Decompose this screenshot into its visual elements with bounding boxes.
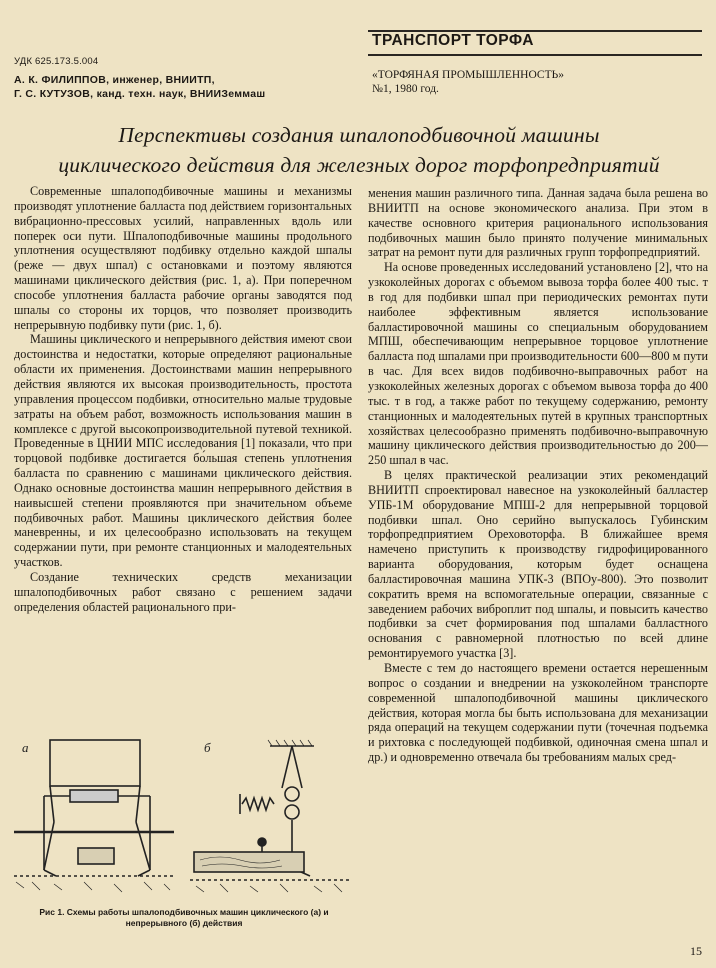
eccentric-2 [285,805,299,819]
article-title [14,120,704,180]
journal-name: «ТОРФЯНАЯ ПРОМЫШЛЕННОСТЬ» [372,69,564,81]
paragraph: На основе проведенных исследований установлено [2], что на узкоколейных дорогах с объемом вывоза торфа более 400 тыс. т в год для подбивки шпал при периодических ремонтах пути наиболее эффективным является использование балластировочной машины со специальным оборудованием МПШ, обеспечивающим непрерывное торцовое уплотнение балласта под шпалами при производительности 600—800 м пути в час. Для всех видов подбивочно-выправочных работ на узкоколейных железных дорогах с объемом вывоза торфа до 400 тыс. т в год, а также работ по текущему содержанию, ремонту станционных и малодеятельных путей в крупных транспортных хозяйствах целесообразно применять подбивочно-выправочную машину циклического действия производительностью до 200—250 шпал в час. [368,260,708,468]
paragraph: менения машин различного типа. Данная задача была решена во ВНИИТП на основе экономического анализа. При этом в качестве основного критерия рационального использования подбивочных машин было принято получение минимальных затрат на ремонт пути для различных групп торфопредприятий. [368,186,708,260]
section-title: ТРАНСПОРТ ТОРФА [372,32,534,49]
vibrator-cylinder [70,790,118,802]
text-column-right [368,186,708,765]
paragraph: Вместе с тем до настоящего времени остается нерешенным вопрос о создании и внедрении на узкоколейном транспорте современной шпалоподбивочной машины циклического действия, которая могла бы быть использована для механизации ряда операций на текущем содержании пути (точечная подъемка и рихтовка с последующей подбивкой, одиночная смена шпал и др.) и одновременно отвечала бы требованиям малых сред- [368,661,708,765]
figure-caption [14,907,354,929]
paragraph: В целях практической реализации этих рекомендаций ВНИИТП спроектировал навесное на узкоколейный балластер УПБ-1М оборудование МПШ-2 для непрерывной торцовой подбивки шпал. Оно серийно выпускалось Губинским торфопредприятием Ореховоторфа. В ближайшее время намечено приступить к производству гидрофицированного варианта оборудования, которым будет оснащена балластировочная машина УПК-3 (ВПОу-800). Это позволит сократить время на вспомогательные операции, связанные с заведением рабочих виброплит под шпалы, и повысить качество подбивки за счет формирования под шпалами балластного основания с равномерной плотностью по всей длине ремонтируемого участка [3]. [368,468,708,661]
title-line-1: Перспективы создания шпалоподбивочной машины [118,123,600,147]
frame-a [50,740,140,786]
paragraph: Современные шпалоподбивочные машины и механизмы производят уплотнение балласта под действием горизонтальных вибрационно-прессовых усилий, направленных вдоль или поперек оси пути. Шпалоподбивочные машины продольного уплотнения осуществляют подбивку отдельно каждой шпалы (реже — двух шпал) с остановками и поэтому являются машинами циклического действия (рис. 1, а). При поперечном способе уплотнения балласта рабочие органы заводятся под шпалы со стороны их торцов, что позволяет производить непрерывную подбивку пути (рис. 1, б). [14,184,352,332]
paragraph: Машины циклического и непрерывного действия имеют свои достоинства и недостатки, которые определяют рациональные области их применения. Достоинствами машин непрерывного действия являются их высокая производительность, простота управления процессом подбивки, относительно малые трудовые затраты на объем работ, возможность использования машин в комплексе с другой высокопроизводительной путевой техникой. Проведенные в ЦНИИ МПС исследования [1] показали, что при торцовой подбивке достигается бо́льшая степень уплотнения балласта по сравнению с машинами циклического действия. Однако основные достоинства машин непрерывного действия в наивысшей степени проявляются при значительном объеме подбивочных работ. Машины циклического действия более маневренны, и их целесообразно использовать на текущем содержании пути, при ремонте станционных и малодеятельных участков. [14,332,352,570]
text-column-left [14,184,352,614]
author-2: Г. С. КУТУЗОВ, канд. техн. наук, ВНИИЗеммаш [14,88,266,100]
journal-issue: №1, 1980 год. [372,83,439,95]
spring [242,798,274,810]
figure-1 [14,732,354,904]
page-number: 15 [690,944,702,958]
journal-reference [372,68,564,96]
author-1: А. К. ФИЛИППОВ, инженер, ВНИИТП, [14,74,215,86]
figure-label-b: б [204,740,211,755]
paragraph: Создание технических средств механизации шпалоподбивочных работ связано с решением задачи определения областей рационального при- [14,569,352,614]
figure-label-a: а [22,740,29,755]
sleeper-a [78,848,114,864]
udc-code: УДК 625.173.5.004 [14,56,99,67]
title-line-2: циклического действия для железных дорог торфопредприятий [58,153,660,177]
caption-line-2: непрерывного (б) действия [125,918,243,928]
rail-head [258,838,266,846]
section-rule-bottom [368,54,702,56]
eccentric-1 [285,787,299,801]
caption-line-1: Рис 1. Схемы работы шпалоподбивочных машин циклического (а) и [39,907,329,917]
figure-schematic [14,732,354,904]
